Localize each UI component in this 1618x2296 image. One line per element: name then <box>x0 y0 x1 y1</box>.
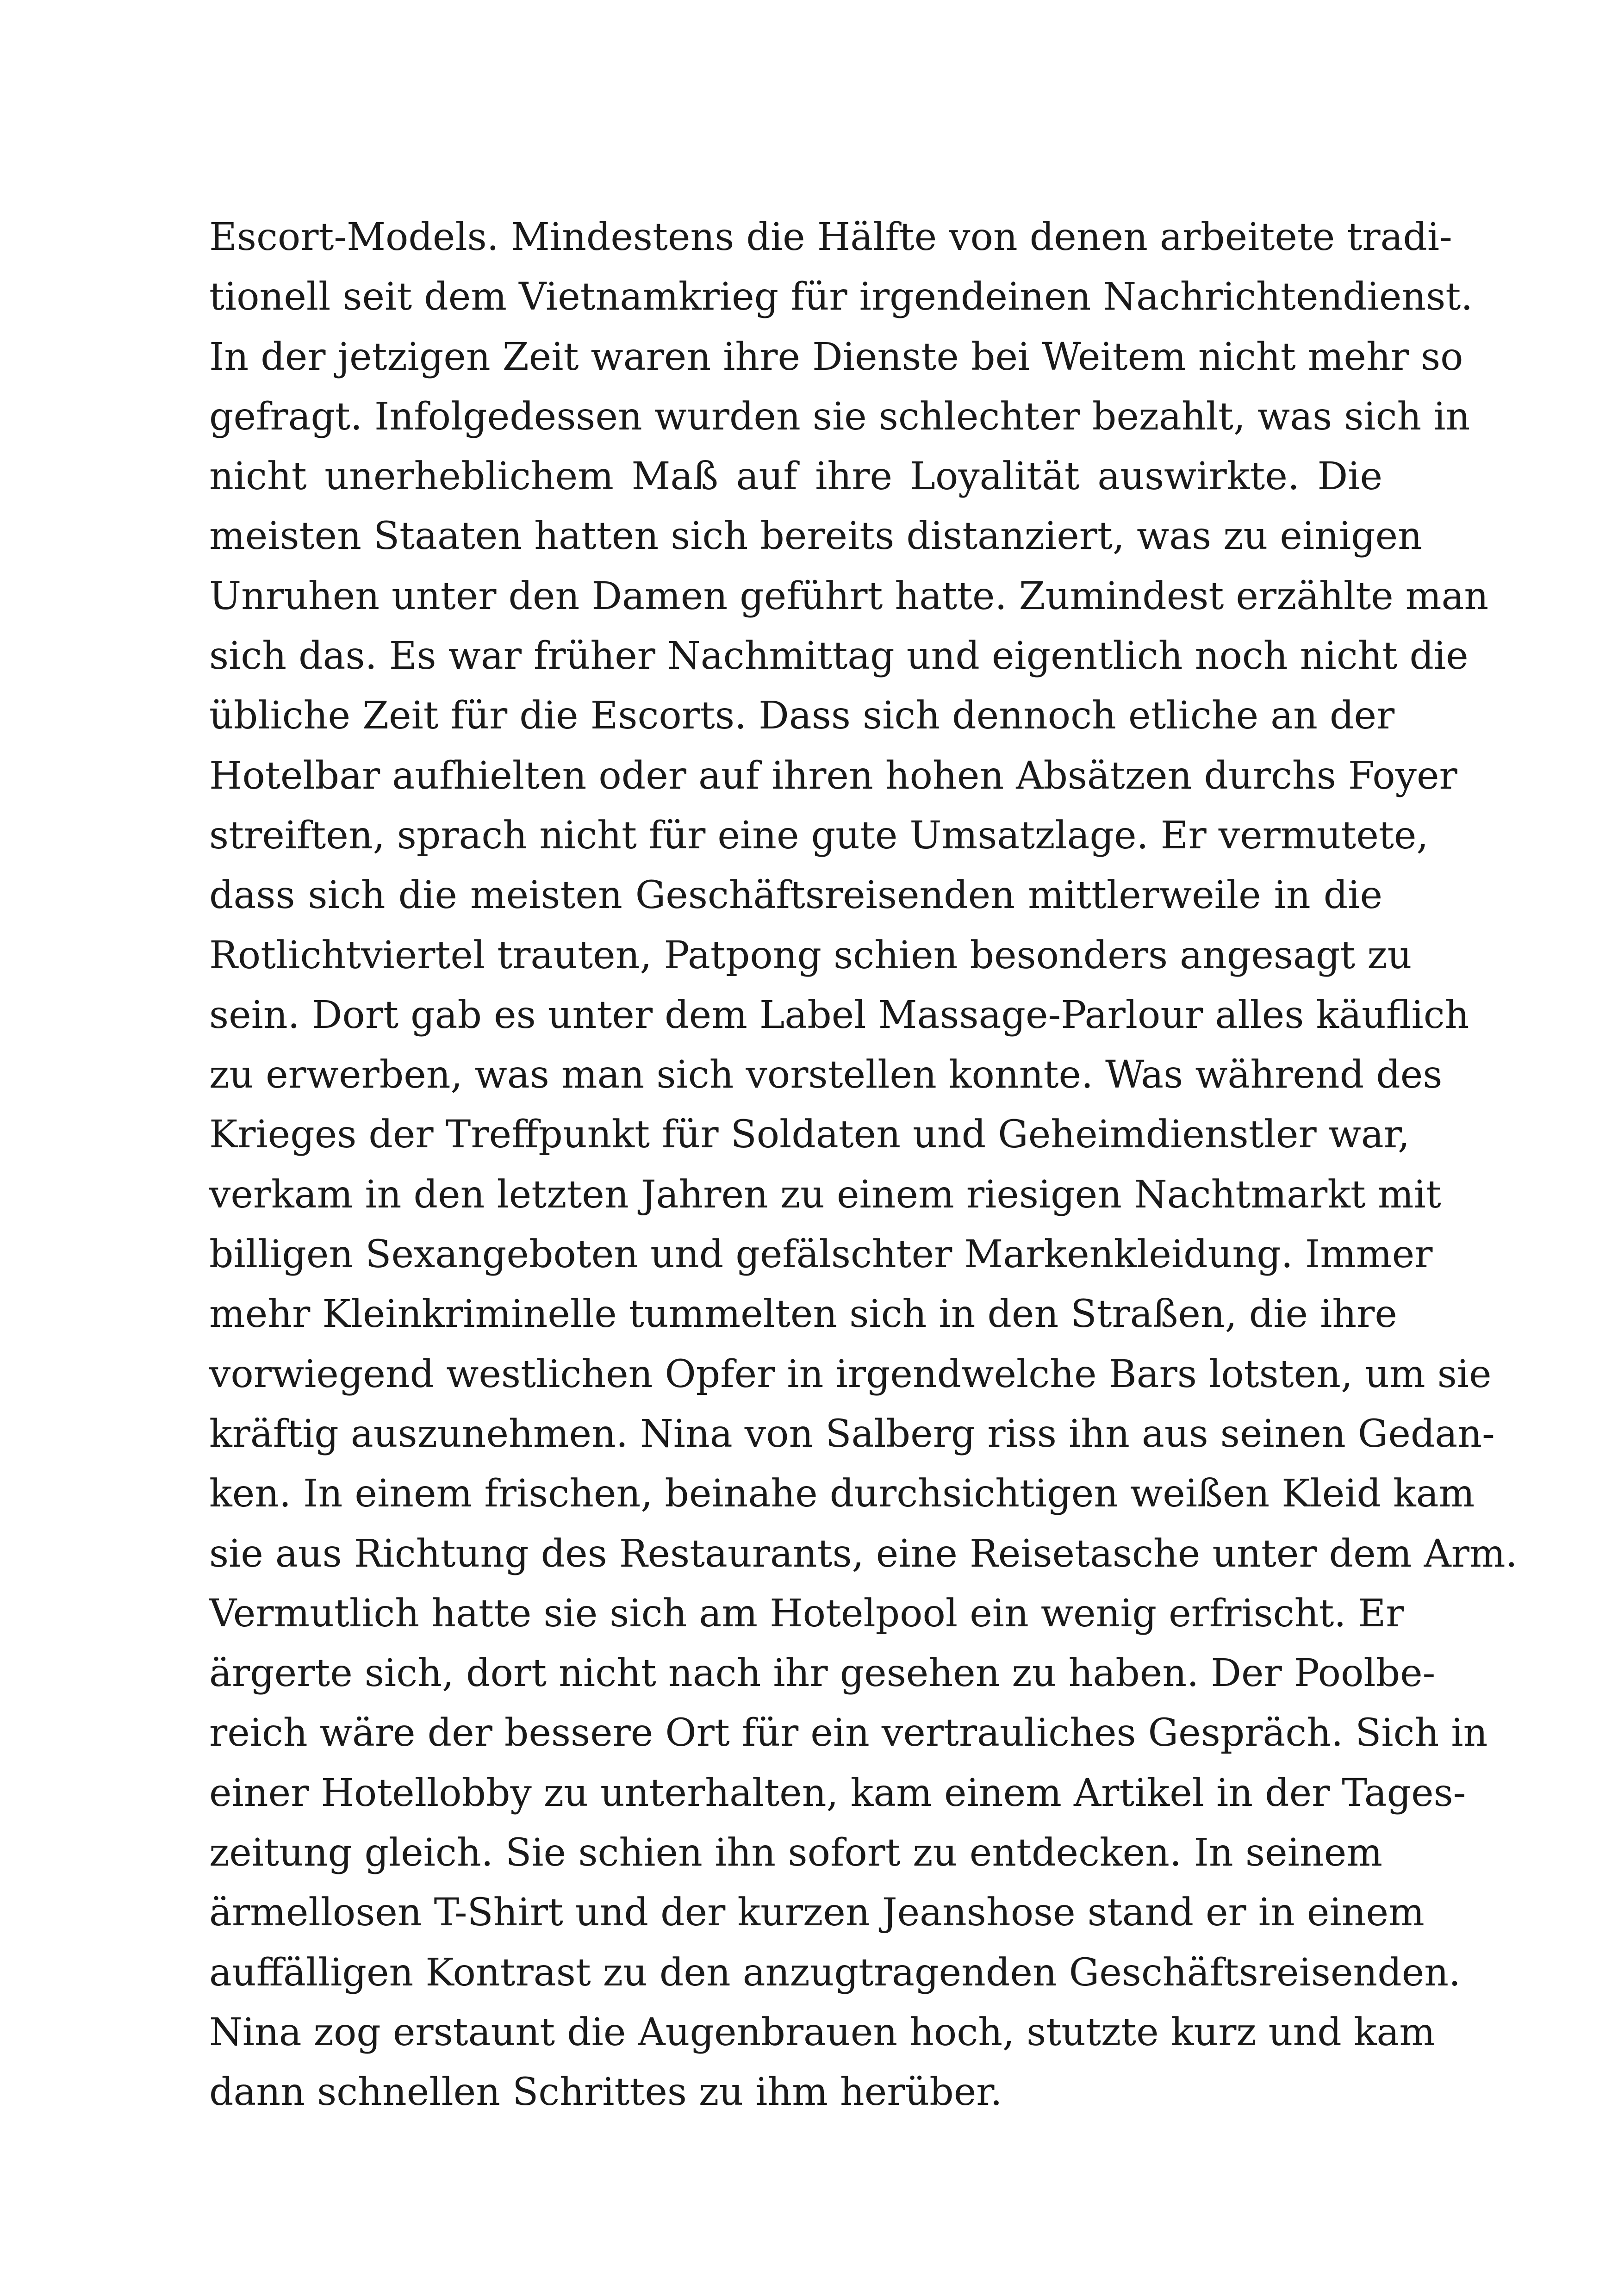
text-line: zu erwerben, was man sich vorstellen konnte. Was während des <box>209 1053 1443 1097</box>
text-line: billigen Sexangeboten und gefälschter Markenkleidung. Immer <box>209 1232 1433 1277</box>
text-line: nicht unerheblichem Maß auf ihre Loyalität auswirkte. Die <box>209 454 1382 499</box>
text-line: vorwiegend westlichen Opfer in irgendwelche Bars lotsten, um sie <box>209 1352 1492 1396</box>
text-line: sein. Dort gab es unter dem Label Massage-Parlour alles käuflich <box>209 993 1469 1037</box>
text-line: meisten Staaten hatten sich bereits distanziert, was zu einigen <box>209 514 1422 559</box>
text-line: kräftig auszunehmen. Nina von Salberg riss ihn aus seinen Gedan- <box>209 1412 1495 1456</box>
text-line: Nina zog erstaunt die Augenbrauen hoch, stutzte kurz und kam <box>209 2010 1436 2054</box>
text-line: verkam in den letzten Jahren zu einem riesigen Nachtmarkt mit <box>209 1172 1441 1217</box>
text-line: ärgerte sich, dort nicht nach ihr gesehen zu haben. Der Poolbe- <box>209 1651 1436 1696</box>
text-line: mehr Kleinkriminelle tummelten sich in den Straßen, die ihre <box>209 1292 1397 1337</box>
text-line: In der jetzigen Zeit waren ihre Dienste bei Weitem nicht mehr so <box>209 335 1463 379</box>
text-line: dass sich die meisten Geschäftsreisenden mittlerweile in die <box>209 873 1382 918</box>
text-line: Unruhen unter den Damen geführt hatte. Zumindest erzählte man <box>209 574 1489 618</box>
text-line: auffälligen Kontrast zu den anzugtragenden Geschäftsreisenden. <box>209 1950 1461 1995</box>
text-line: ken. In einem frischen, beinahe durchsichtigen weißen Kleid kam <box>209 1472 1475 1516</box>
text-line: dann schnellen Schrittes zu ihm herüber. <box>209 2070 1002 2115</box>
text-line: tionell seit dem Vietnamkrieg für irgendeinen Nachrichtendienst. <box>209 275 1473 319</box>
text-line: gefragt. Infolgedessen wurden sie schlechter bezahlt, was sich in <box>209 394 1470 439</box>
text-line: reich wäre der bessere Ort für ein vertrauliches Gespräch. Sich in <box>209 1711 1488 1755</box>
text-line: zeitung gleich. Sie schien ihn sofort zu entdecken. In seinem <box>209 1831 1382 1875</box>
text-line: Rotlichtviertel trauten, Patpong schien besonders angesagt zu <box>209 933 1412 977</box>
text-line: Escort-Models. Mindestens die Hälfte von denen arbeitete tradi- <box>209 215 1452 259</box>
text-line: streiften, sprach nicht für eine gute Umsatzlage. Er vermutete, <box>209 813 1429 858</box>
text-line: Vermutlich hatte sie sich am Hotelpool ein wenig erfrischt. Er <box>209 1591 1404 1636</box>
text-line: sie aus Richtung des Restaurants, eine Reisetasche unter dem Arm. <box>209 1531 1518 1576</box>
text-line: Hotelbar aufhielten oder auf ihren hohen Absätzen durchs Foyer <box>209 753 1457 798</box>
body-text <box>209 207 1518 2122</box>
text-line: einer Hotellobby zu unterhalten, kam einem Artikel in der Tages- <box>209 1771 1466 1815</box>
text-line: sich das. Es war früher Nachmittag und eigentlich noch nicht die <box>209 634 1469 678</box>
text-line: Krieges der Treffpunkt für Soldaten und Geheimdienstler war, <box>209 1113 1410 1157</box>
text-line: übliche Zeit für die Escorts. Dass sich dennoch etliche an der <box>209 694 1395 738</box>
text-line: ärmellosen T-Shirt und der kurzen Jeanshose stand er in einem <box>209 1891 1425 1935</box>
